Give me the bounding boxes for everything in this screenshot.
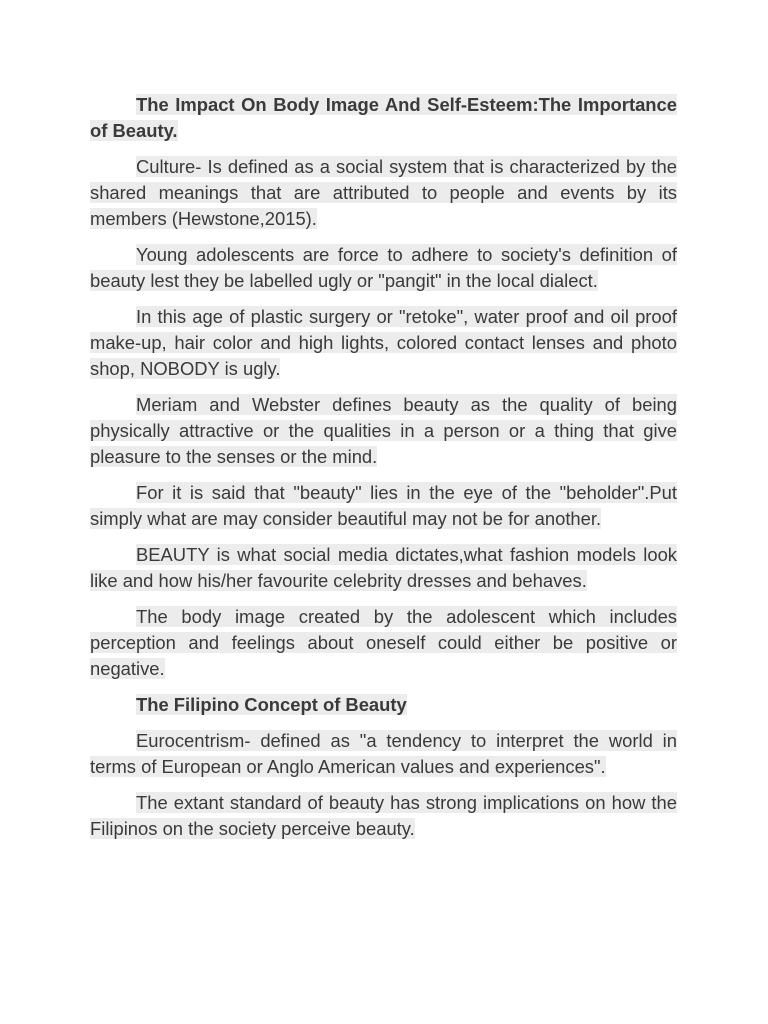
paragraph-adolescents: [90, 242, 677, 294]
paragraph-text: Young adolescents are force to adhere to society's definition of beauty lest they be labelled ugly or "pangit" in the local dialect.: [90, 244, 677, 291]
paragraph-text: Culture- Is defined as a social system that is characterized by the shared meanings that are attributed to people and events by its members (Hewstone,2015).: [90, 156, 677, 229]
paragraph-social-media: [90, 542, 677, 594]
paragraph-text: The extant standard of beauty has strong implications on how the Filipinos on the society perceive beauty.: [90, 792, 677, 839]
paragraph-text: In this age of plastic surgery or "retoke", water proof and oil proof make-up, hair color and high lights, colored contact lenses and photo shop, NOBODY is ugly.: [90, 306, 677, 379]
section-heading-filipino-concept: [90, 692, 677, 718]
paragraph-plastic-surgery: [90, 304, 677, 382]
heading-text: The Filipino Concept of Beauty: [136, 694, 407, 715]
paragraph-beholder: [90, 480, 677, 532]
document-title: [90, 92, 677, 144]
paragraph-text: For it is said that "beauty" lies in the eye of the "beholder".Put simply what are may consider beautiful may not be for another.: [90, 482, 677, 529]
document-page: [90, 92, 677, 852]
paragraph-text: BEAUTY is what social media dictates,what fashion models look like and how his/her favourite celebrity dresses and behaves.: [90, 544, 677, 591]
paragraph-text: Meriam and Webster defines beauty as the quality of being physically attractive or the qualities in a person or a thing that give pleasure to the senses or the mind.: [90, 394, 677, 467]
paragraph-text: Eurocentrism- defined as "a tendency to interpret the world in terms of European or Anglo American values and experiences".: [90, 730, 677, 777]
paragraph-text: The body image created by the adolescent which includes perception and feelings about oneself could either be positive or negative.: [90, 606, 677, 679]
paragraph-meriam-webster: [90, 392, 677, 470]
paragraph-culture: [90, 154, 677, 232]
paragraph-eurocentrism: [90, 728, 677, 780]
title-text: The Impact On Body Image And Self-Esteem:The Importance of Beauty.: [90, 94, 677, 141]
paragraph-extant-standard: [90, 790, 677, 842]
paragraph-body-image: [90, 604, 677, 682]
